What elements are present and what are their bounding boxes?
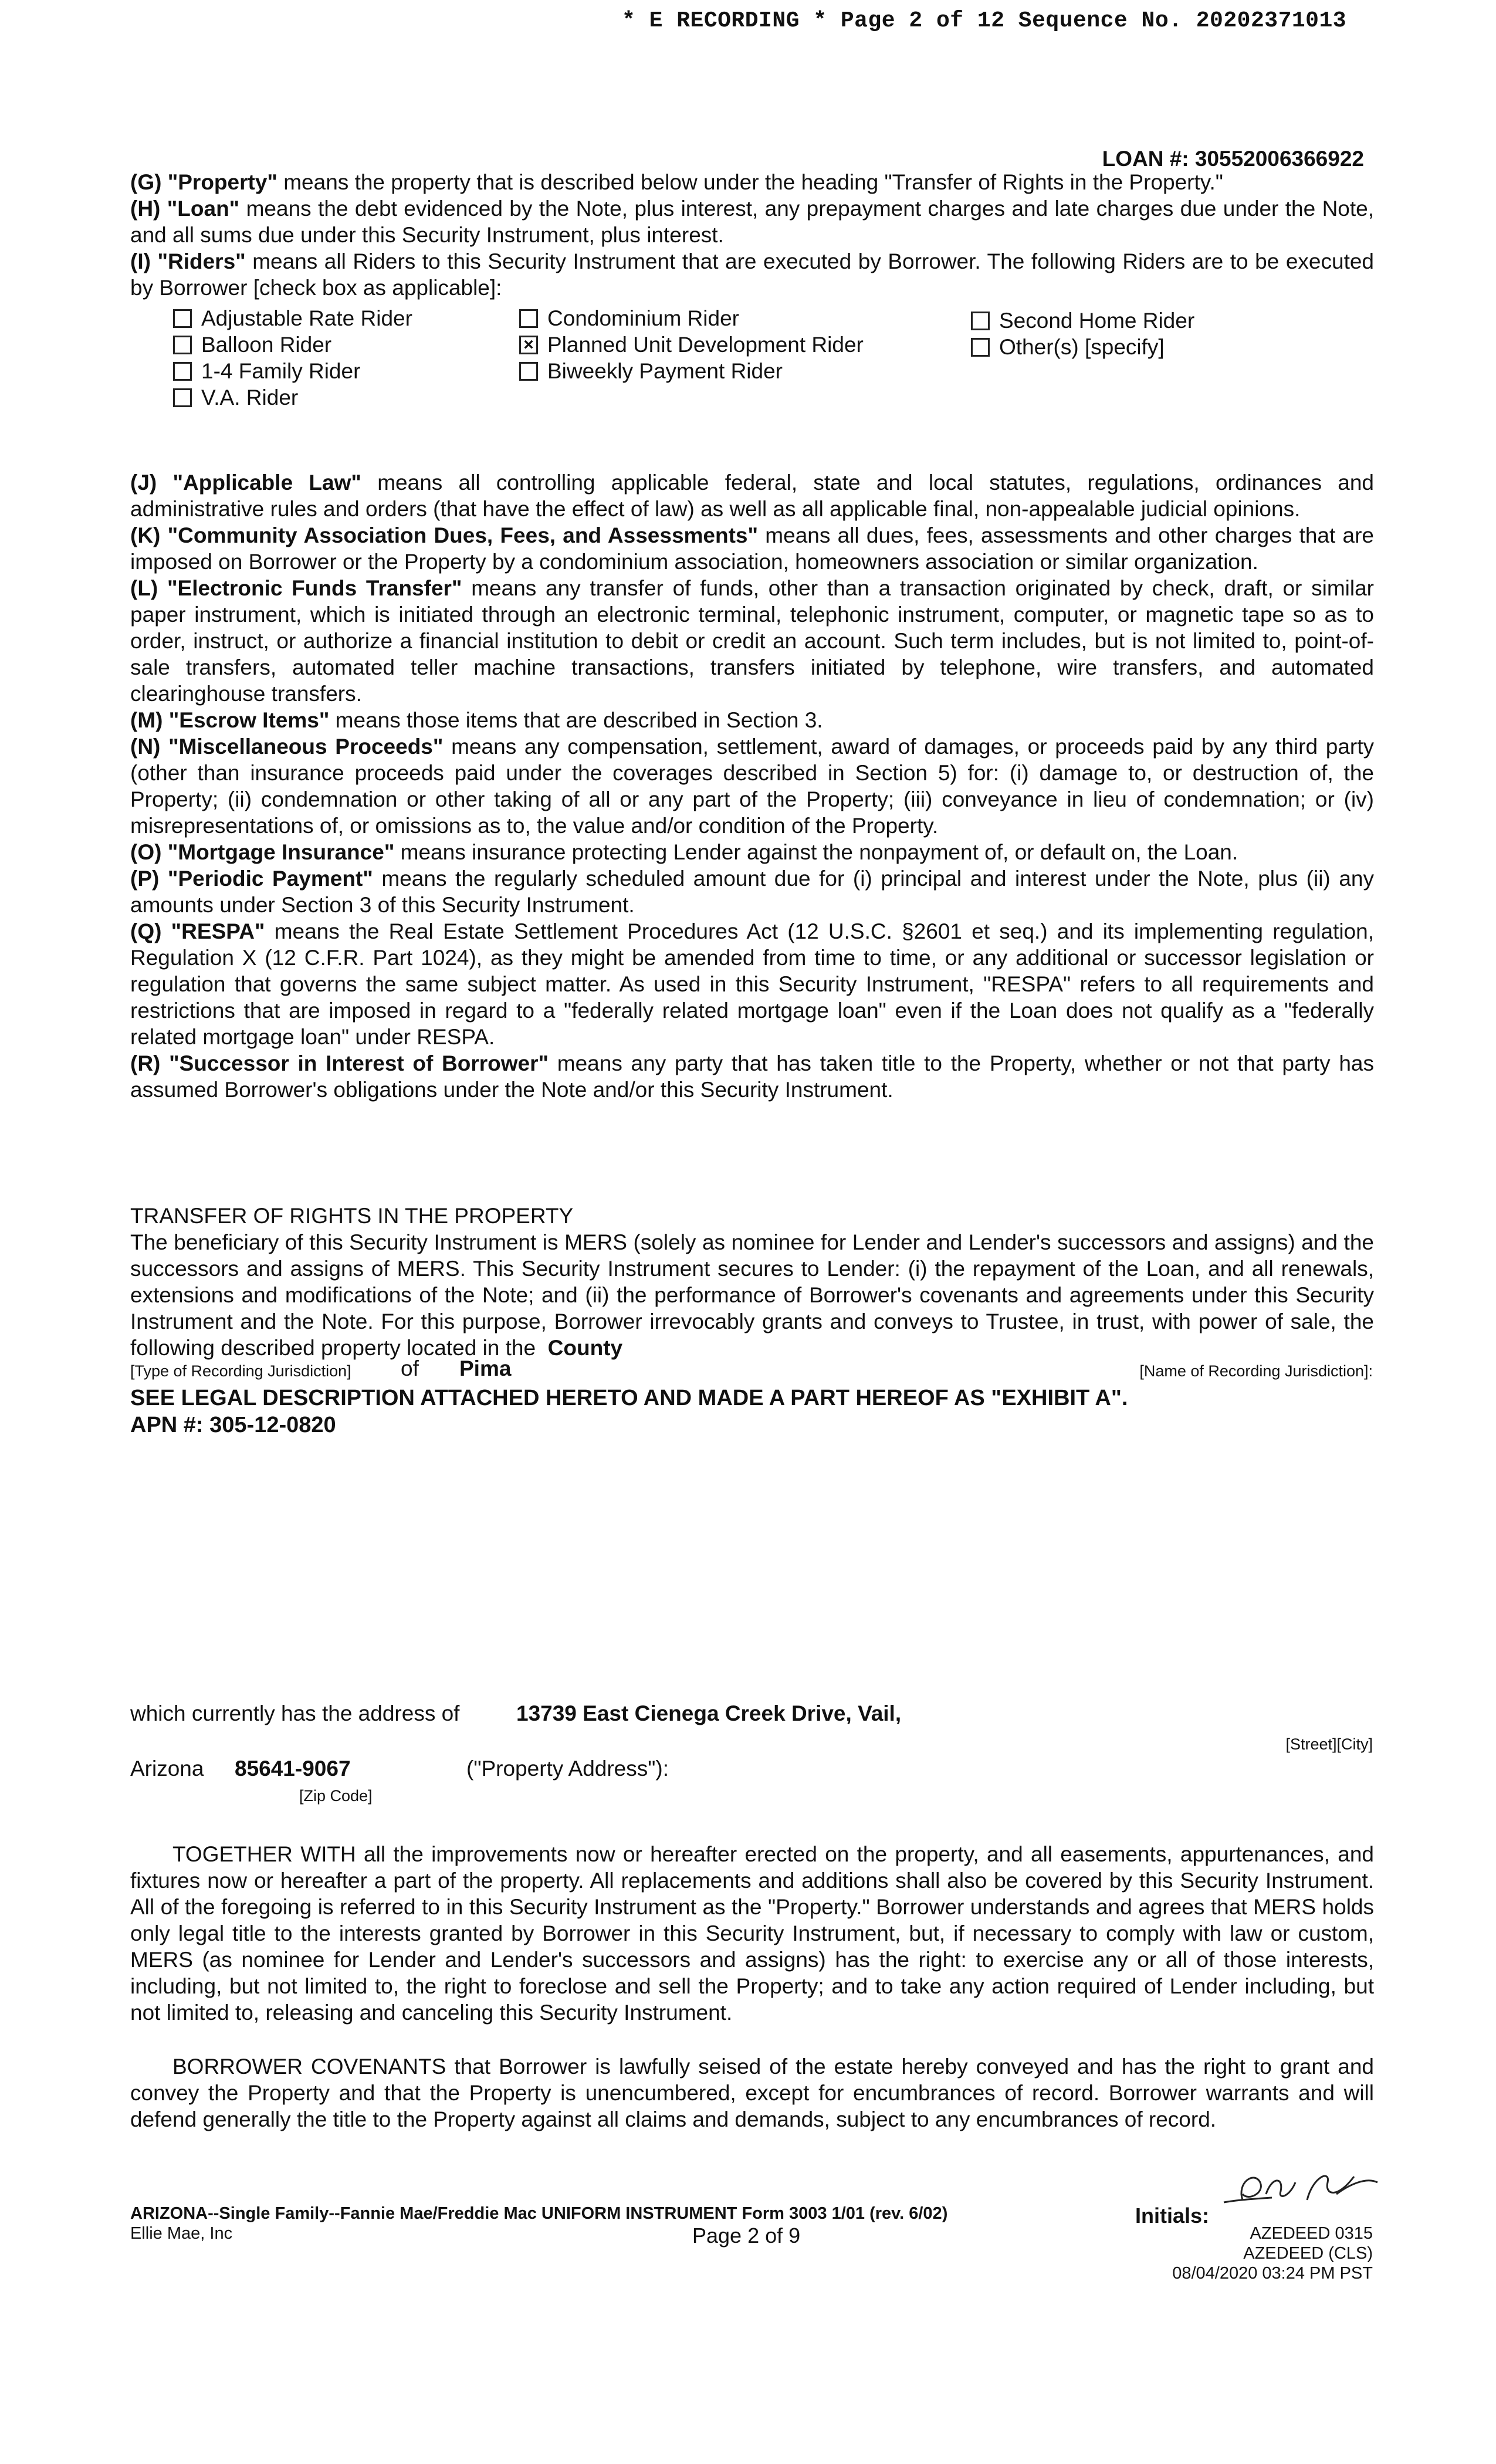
recording-header: * E RECORDING * Page 2 of 12 Sequence No. 20202371013 bbox=[622, 8, 1347, 33]
rider-va bbox=[173, 385, 298, 410]
rider-balloon bbox=[173, 333, 331, 357]
transfer-text: The beneficiary of this Security Instrument is MERS (solely as nominee for Lender and Lender's successors and assigns) and the successors and assigns of MERS. This Security Instrument secures to Lender: (i) the repayment of the Loan, and all renewals, extensions and modifications of the Note; and (ii) the performance of Borrower's covenants and agreements under this Security Instrument and the Note. For this purpose, Borrower irrevocably grants and conveys to Trustee, in trust, with power of sale, the following described property located in the County bbox=[130, 1230, 1374, 1360]
state: Arizona bbox=[130, 1756, 204, 1781]
jurisdiction-name: Pima bbox=[459, 1356, 512, 1380]
street-address: 13739 East Cienega Creek Drive, Vail, bbox=[516, 1701, 902, 1725]
checkbox[interactable] bbox=[519, 309, 538, 328]
rider-label: Adjustable Rate Rider bbox=[201, 306, 412, 330]
checkbox[interactable] bbox=[173, 362, 192, 381]
checkbox[interactable] bbox=[173, 388, 192, 407]
rider-label: Planned Unit Development Rider bbox=[547, 333, 864, 357]
transfer-section bbox=[130, 1203, 1374, 1361]
zip-code: 85641-9067 bbox=[235, 1756, 351, 1781]
rider-adjustable-rate bbox=[173, 306, 412, 331]
page-number: Page 2 of 9 bbox=[692, 2223, 801, 2248]
checkbox[interactable] bbox=[971, 312, 990, 330]
street-city-label: [Street][City] bbox=[1285, 1735, 1373, 1753]
footer-codes bbox=[1126, 2223, 1373, 2283]
definitions-top bbox=[130, 169, 1374, 301]
loan-number: LOAN #: 30552006366922 bbox=[1102, 147, 1364, 171]
checkbox[interactable] bbox=[519, 362, 538, 381]
borrower-covenants-text: BORROWER COVENANTS that Borrower is lawfully seised of the estate hereby conveyed and has the right to grant and convey the Property and that the Property is unencumbered, except for encumbrances of record. Borrower warrants and will defend generally the title to the Property against all claims and demands, subject to any encumbrances of record. bbox=[130, 2055, 1374, 2131]
rider-1-4-family bbox=[173, 359, 360, 384]
transfer-heading: TRANSFER OF RIGHTS IN THE PROPERTY bbox=[130, 1204, 574, 1228]
rider-condominium bbox=[519, 306, 739, 331]
rider-label: Balloon Rider bbox=[201, 333, 332, 357]
checkbox[interactable] bbox=[971, 338, 990, 357]
definition-p: (P) "Periodic Payment" means the regularly scheduled amount due for (i) principal and interest under the Note, plus (ii) any amounts under Section 3 of this Security Instrument. bbox=[130, 867, 1374, 917]
definition-n: (N) "Miscellaneous Proceeds" means any compensation, settlement, award of damages, or proceeds paid by any third party (other than insurance proceeds paid under the coverages described in Section 5) for: (i) damage to, or destruction of, the Property; (ii) condemnation or other taking of all or any part of the Property; (iii) conveyance in lieu of condemnation; or (iv) misrepresentations of, or omissions as to, the value and/or condition of the Property. bbox=[130, 735, 1375, 838]
rider-label: 1-4 Family Rider bbox=[201, 359, 361, 383]
initials-signature bbox=[1219, 2165, 1395, 2212]
apn-number: APN #: 305-12-0820 bbox=[130, 1413, 336, 1437]
definition-h: (H) "Loan" means the debt evidenced by the Note, plus interest, any prepayment charges and late charges due under the Note, and all sums due under this Security Instrument, plus interest. bbox=[130, 197, 1375, 247]
checkbox[interactable] bbox=[173, 336, 192, 354]
recording-jurisdiction-type-label: [Type of Recording Jurisdiction] bbox=[130, 1362, 351, 1380]
footer-form-info bbox=[130, 2204, 947, 2243]
generated-timestamp: 08/04/2020 03:24 PM PST bbox=[1172, 2264, 1373, 2283]
borrower-covenants-section bbox=[130, 2053, 1374, 2133]
rider-label: V.A. Rider bbox=[201, 385, 299, 409]
form-title: ARIZONA--Single Family--Fannie Mae/Freddie Mac UNIFORM INSTRUMENT Form 3003 1/01 (rev. 6/02) bbox=[130, 2204, 948, 2223]
definition-o: (O) "Mortgage Insurance" means insurance protecting Lender against the nonpayment of, or default on, the Loan. bbox=[130, 840, 1238, 864]
definitions-main bbox=[130, 469, 1374, 1103]
definition-k: (K) "Community Association Dues, Fees, and Assessments" means all dues, fees, assessments and other charges that are imposed on Borrower or the Property by a condominium association, homeowners association or similar organization. bbox=[130, 523, 1374, 574]
rider-planned-unit-development bbox=[519, 333, 864, 357]
definition-j: (J) "Applicable Law" means all controlling applicable federal, state and local statutes, regulations, ordinances and administrative rules and orders (that have the effect of law) as well as all applicable final, non-appealable judicial opinions. bbox=[130, 471, 1375, 521]
rider-other bbox=[971, 335, 1165, 360]
zip-code-label: [Zip Code] bbox=[299, 1787, 373, 1805]
of-word: of bbox=[401, 1356, 419, 1380]
definition-l: (L) "Electronic Funds Transfer" means any transfer of funds, other than a transaction originated by check, draft, or similar paper instrument, which is initiated through an electronic terminal, telephonic instrument, computer, or magnetic tape so as to order, instruct, or authorize a financial institution to debit or credit an account. Such term includes, but is not limited to, point-of-sale transfers, automated teller machine transactions, transfers initiated by telephone, wire transfers, and automated clearinghouse transfers. bbox=[130, 576, 1374, 706]
initials-label: Initials: bbox=[1135, 2204, 1210, 2228]
together-with-section bbox=[130, 1841, 1374, 2026]
rider-label: Second Home Rider bbox=[999, 309, 1195, 333]
definition-i: (I) "Riders" means all Riders to this Security Instrument that are executed by Borrower. The following Riders are to be executed by Borrower [check box as applicable]: bbox=[130, 249, 1375, 300]
checkbox[interactable]: × bbox=[519, 336, 538, 354]
rider-label: Condominium Rider bbox=[547, 306, 739, 330]
vendor-name: Ellie Mae, Inc bbox=[130, 2224, 233, 2243]
legal-description: SEE LEGAL DESCRIPTION ATTACHED HERETO AND MADE A PART HEREOF AS "EXHIBIT A". bbox=[130, 1386, 1128, 1410]
form-code: AZEDEED 0315 bbox=[1250, 2224, 1373, 2243]
rider-label: Biweekly Payment Rider bbox=[547, 359, 783, 383]
checkbox[interactable] bbox=[173, 309, 192, 328]
together-with-text: TOGETHER WITH all the improvements now or hereafter erected on the property, and all easements, appurtenances, and fixtures now or hereafter a part of the property. All replacements and additions shall also be covered by this Security Instrument. All of the foregoing is referred to in this Security Instrument as the "Property." Borrower understands and agrees that MERS holds only legal title to the interests granted by Borrower in this Security Instrument, but, if necessary to comply with law or custom, MERS (as nominee for Lender and Lender's successors and assigns) has the right: to exercise any or all of those interests, including, but not limited to, the right to foreclose and sell the Property; and to take any action required of Lender including, but not limited to, releasing and canceling this Security Instrument. bbox=[130, 1842, 1374, 2025]
rider-biweekly-payment bbox=[519, 359, 783, 384]
definition-q: (Q) "RESPA" means the Real Estate Settlement Procedures Act (12 U.S.C. §2601 et seq.) and its implementing regulation, Regulation X (12 C.F.R. Part 1024), as they might be amended from time to time, or any additional or successor legislation or regulation that governs the same subject matter. As used in this Security Instrument, "RESPA" refers to all requirements and restrictions that are imposed in regard to a "federally related mortgage loan" even if the Loan does not qualify as a "federally related mortgage loan" under RESPA. bbox=[130, 919, 1374, 1049]
definition-m: (M) "Escrow Items" means those items that are described in Section 3. bbox=[130, 708, 823, 732]
rider-second-home bbox=[971, 309, 1194, 333]
rider-label: Other(s) [specify] bbox=[999, 335, 1165, 359]
property-address-label: ("Property Address"): bbox=[466, 1756, 669, 1781]
address-intro: which currently has the address of bbox=[130, 1701, 460, 1725]
definition-g: (G) "Property" means the property that is described below under the heading "Transfer of Rights in the Property." bbox=[130, 170, 1223, 194]
definition-r: (R) "Successor in Interest of Borrower" means any party that has taken title to the Property, whether or not that party has assumed Borrower's obligations under the Note and/or this Security Instrument. bbox=[130, 1051, 1375, 1102]
recording-jurisdiction-name-label: [Name of Recording Jurisdiction]: bbox=[1139, 1362, 1373, 1380]
form-code-cls: AZEDEED (CLS) bbox=[1243, 2244, 1373, 2263]
county-field: County bbox=[547, 1336, 623, 1360]
